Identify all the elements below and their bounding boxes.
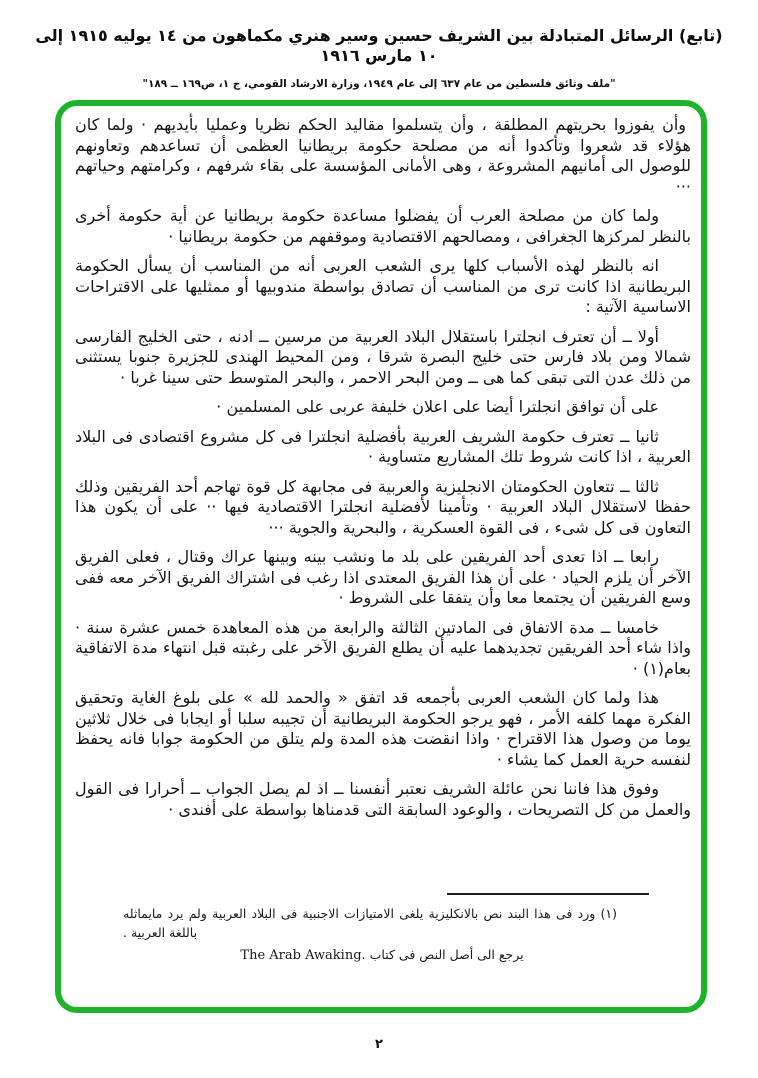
footnote-source-text: يرجع الى أصل النص فى كتاب [369, 947, 524, 962]
document-header [0, 26, 758, 91]
document-source-citation: "ملف وثائق فلسطين من عام ٦٣٧ إلى عام ١٩٤٩، وزارة الارشاد القومي، ج ١، ص١٦٩ ــ ١٨٩" [142, 78, 616, 90]
footnote-section [75, 893, 689, 965]
paragraph-proposals-intro: انه بالنظر لهذه الأسباب كلها يرى الشعب العربى أنه من المناسب أن يسأل الحكومة البريطانية اذا كانت ترى من المناسب أن تصادق بواسطة مندوبيها أو ممثليها على الاقتراحات الاساسية الآتية : [75, 256, 691, 316]
paragraph-arab-interest: ولما كان من مصلحة العرب أن يفضلوا مساعدة حكومة بريطانيا عن أية حكومة أخرى بالنظر لمركزها الجغرافى ، ومصالحهم الاقتصادية وموقفهم من حكومة بريطانيا · [75, 206, 691, 246]
paragraph-ultimatum: هذا ولما كان الشعب العربى بأجمعه قد اتفق « والحمد لله » على بلوغ الغاية وتحقيق الفكرة مهما كلفه الأمر ، فهو يرجو الحكومة البريطانية أن تجيبه سلبا أو ايجابا فى خلال ثلاثين يوما من وصول هذا الاقتراح · واذا انقضت هذه المدة ولم يتلق من الحكومة جوابا فانه يحفظ لنفسه حرية العمل كما يشاء · [75, 688, 691, 769]
paragraph-sharif-family: وفوق هذا فاننا نحن عائلة الشريف نعتبر أنفسنا ــ اذ لم يصل الجواب ــ أحرارا فى القول والعمل من كل التصريحات ، والوعود السابقة التى قدمناها بواسطة على أفندى · [75, 779, 691, 819]
document-title: (تابع) الرسائل المتبادلة بين الشريف حسين وسير هنري مكماهون من ١٤ يوليه ١٩١٥ إلى ١٠ مارس ١٩١٦ [35, 26, 723, 65]
page-number: ٢ [375, 1037, 383, 1052]
paragraph-intro: وأن يفوزوا بحريتهم المطلقة ، وأن يتسلموا مقاليد الحكم نظريا وعمليا بأيديهم · ولما كان هؤلاء قد شعروا وتأكدوا أنه من مصلحة حكومة بريطانيا العظمى أن تساعدهم وتعاونهم للوصول الى أمانيهم المشروعة ، وهى الأمانى المؤسسة على بقاء شرفهم ، وكرامتهم وحياتهم ··· [75, 115, 691, 196]
footnote-book-title: The Arab Awaking. [240, 948, 366, 963]
footnote-rule [447, 893, 649, 895]
clause-second: ثانيا ــ تعترف حكومة الشريف العربية بأفضلية انجلترا فى كل مشروع اقتصادى فى البلاد العربية ، اذا كانت شروط تلك المشاريع متساوية · [75, 426, 691, 466]
clause-third: ثالثا ــ تتعاون الحكومتان الانجليزية والعربية فى مجابهة كل قوة تهاجم أحد الفريقين وذلك حفظا لاستقلال البلاد العربية · وتأمينا لأفضلية انجلترا الاقتصادية فيها ·· على أن يكون هذا التعاون فى كل شىء ، فى القوة العسكرية ، والبحرية والجوية ··· [75, 476, 691, 537]
clause-fourth: رابعا ــ اذا تعدى أحد الفريقين على بلد ما ونشب بينه وبينها عراك وقتال ، فعلى الفريق الآخر أن يلزم الحياد · على أن هذا الفريق المعتدى اذا رغب فى اشتراك الفريق الآخر معه ففى وسع الفريقين أن يجتمعا معا وأن يتفقا على الشروط · [75, 547, 691, 607]
clause-first: أولا ــ أن تعترف انجلترا باستقلال البلاد العربية من مرسين ــ ادنه ، حتى الخليج الفارسى شمالا ومن بلاد فارس حتى خليج البصرة شرقا ، ومن المحيط الهندى للجزيرة جنوبا يستثنى من ذلك عدن التى تبقى كما هى ــ ومن البحر الاحمر ، والبحر المتوسط حتى سينا غربا · [75, 326, 691, 387]
clause-fifth: خامسا ــ مدة الاتفاق فى المادتين الثالثة والرابعة من هذه المعاهدة خمس عشرة سنة · واذا شاء أحد الفريقين تجديدهما عليه أن يطلع الفريق الآخر على رغبته قبل انتهاء مدة الاتفاقية بعام(١) · [75, 617, 691, 678]
footnote-note: (١) ورد فى هذا البند نص بالانكليزية يلغى الامتيازات الاجنبية فى البلاد العربية ولم يرد مايماثله باللغة العربية . [123, 906, 617, 940]
document-frame [55, 100, 707, 1013]
footnote-source-line [75, 945, 689, 965]
clause-first-addendum: على أن توافق انجلترا أيضا على اعلان خليفة عربى على المسلمين · [216, 397, 659, 416]
document-body [75, 115, 691, 820]
